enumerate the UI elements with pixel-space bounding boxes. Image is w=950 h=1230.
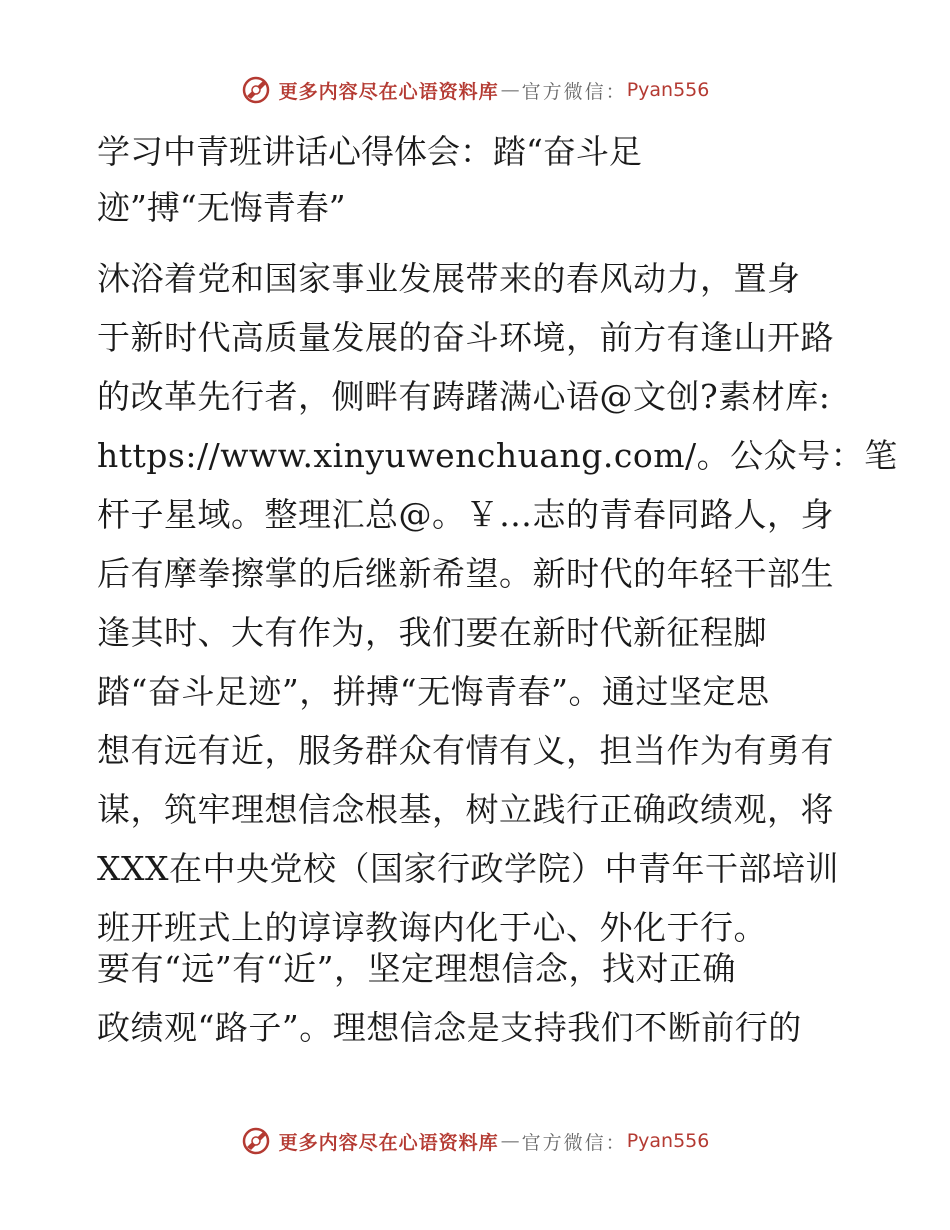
paragraph-line: XXX在中央党校（国家行政学院）中青年干部培训 bbox=[97, 849, 839, 888]
header-watermark bbox=[0, 70, 950, 110]
paragraph-line: 班开班式上的谆谆教诲内化于心、外化于行。 bbox=[97, 908, 767, 947]
watermark-wechat-id: Pyan556 bbox=[626, 1130, 710, 1152]
title-line: 学习中青班讲话心得体会：踏“奋斗足 bbox=[97, 132, 642, 171]
watermark-wechat-label: 官方微信： bbox=[521, 80, 627, 103]
watermark-brand: 更多内容尽在心语资料库 bbox=[278, 80, 499, 103]
title-line: 迹”搏“无悔青春” bbox=[97, 188, 346, 227]
paragraph-line: 想有远有近，服务群众有情有义，担当作为有勇有 bbox=[97, 731, 834, 770]
body-paragraph-1 bbox=[97, 249, 898, 957]
body-paragraph-2 bbox=[97, 939, 857, 1057]
paragraph-line: 政绩观“路子”。理想信念是支持我们不断前行的 bbox=[97, 1008, 802, 1047]
watermark-separator: — bbox=[500, 79, 520, 101]
paragraph-line: 要有“远”有“近”，坚定理想信念，找对正确 bbox=[97, 949, 736, 988]
watermark-brand: 更多内容尽在心语资料库 bbox=[278, 1131, 499, 1154]
watermark-separator: — bbox=[500, 1130, 520, 1152]
paragraph-line: 的改革先行者，侧畔有踌躇满心语@文创?素材库: bbox=[97, 377, 831, 416]
paragraph-line: 谋，筑牢理想信念根基，树立践行正确政绩观，将 bbox=[97, 790, 834, 829]
paragraph-line: 于新时代高质量发展的奋斗环境，前方有逢山开路 bbox=[97, 318, 834, 357]
watermark-wechat-label: 官方微信： bbox=[521, 1131, 627, 1154]
paragraph-line: 后有摩拳擦掌的后继新希望。新时代的年轻干部生 bbox=[97, 554, 834, 593]
paragraph-line: 逢其时、大有作为，我们要在新时代新征程脚 bbox=[97, 613, 767, 652]
paragraph-line: 沐浴着党和国家事业发展带来的春风动力，置身 bbox=[97, 259, 801, 298]
footer-watermark bbox=[0, 1121, 950, 1161]
brand-logo-icon bbox=[241, 75, 271, 105]
document-title bbox=[97, 124, 857, 236]
watermark-wechat-id: Pyan556 bbox=[626, 79, 710, 101]
brand-logo-icon bbox=[241, 1126, 271, 1156]
paragraph-line: https://www.xinyuwenchuang.com/。公众号：笔 bbox=[97, 436, 898, 475]
paragraph-line: 踏“奋斗足迹”，拼搏“无悔青春”。通过坚定思 bbox=[97, 672, 770, 711]
paragraph-line: 杆子星域。整理汇总@。￥…志的青春同路人，身 bbox=[97, 495, 834, 534]
